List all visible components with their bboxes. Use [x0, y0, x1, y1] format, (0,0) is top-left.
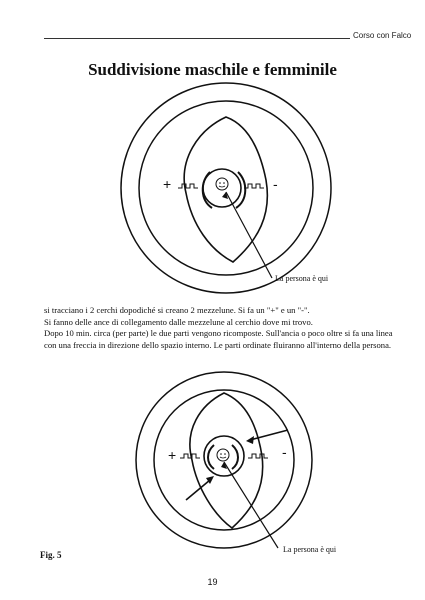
page-number: 19: [207, 577, 218, 587]
inner-crescent-left: [208, 445, 214, 469]
pointer-line: [224, 462, 278, 548]
figure-label: Fig. 5: [40, 550, 62, 560]
annotation-top: La persona è qui: [275, 274, 329, 283]
plus-sign-bottom: +: [168, 447, 177, 463]
body-line: con una freccia in direzione dello spazio interno. Le parti ordinate fluiranno all'interno della persona.: [44, 339, 392, 350]
minus-sign-bottom: -: [282, 444, 287, 460]
connector-right: [248, 454, 268, 458]
body-line: Dopo 10 min. circa (per parte) le due parti vengono ricomposte. Sull'ancia o poco oltre si fa una linea: [44, 328, 393, 338]
minus-sign-top: -: [273, 176, 278, 192]
body-line: si tracciano i 2 cerchi dopodiché si creano 2 mezzelune. Si fa un "+" e un "-".: [44, 305, 310, 315]
body-line: Si fanno delle ance di collegamento dalle mezzelune al cerchio dove mi trovo.: [44, 316, 313, 327]
plus-sign-top: +: [163, 176, 172, 192]
annotation-bottom: La persona è qui: [283, 545, 337, 554]
page-title: Suddivisione maschile e femminile: [88, 60, 337, 79]
course-name: Corso con Falco: [353, 31, 412, 40]
inner-crescent-right: [232, 445, 238, 469]
face-icon: [217, 449, 229, 461]
